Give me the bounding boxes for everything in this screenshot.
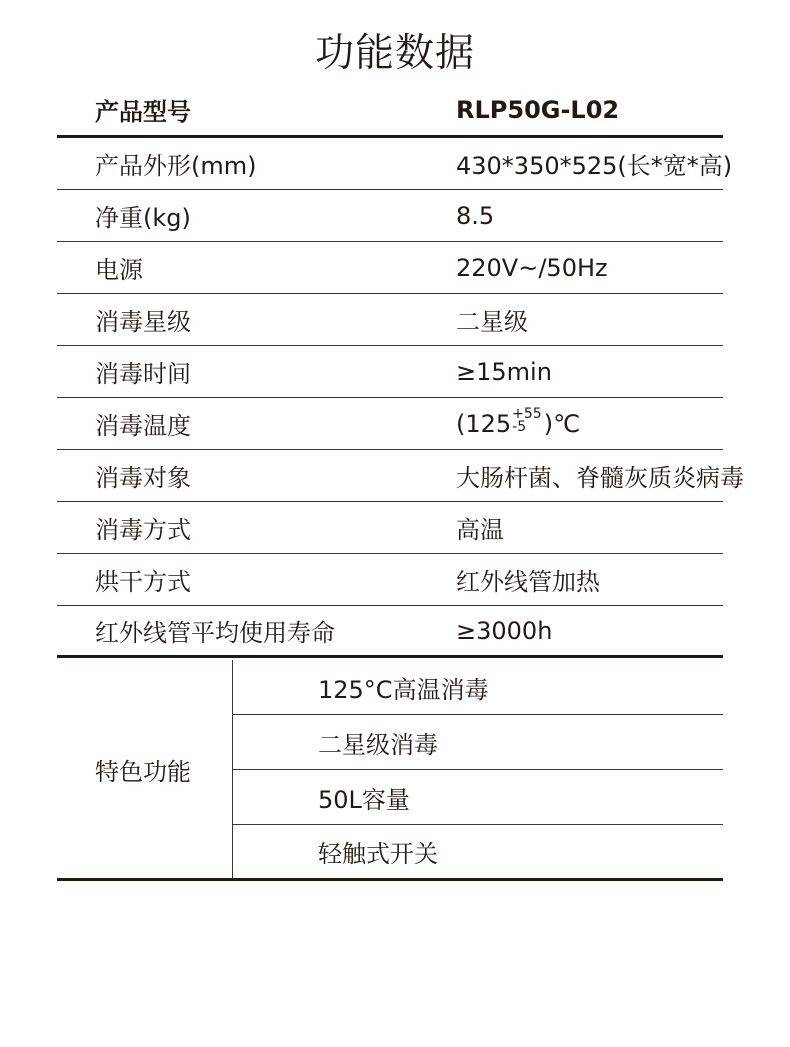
spec-table — [57, 84, 744, 658]
spec-label: 烘干方式 — [95, 568, 191, 596]
spec-row-lifespan — [57, 606, 723, 658]
model-row — [57, 84, 723, 138]
features-block — [57, 660, 723, 881]
spec-value: 430*350*525(长*宽*高) — [456, 152, 733, 180]
features-list — [233, 660, 723, 878]
spec-value: ≥15min — [456, 357, 552, 386]
spec-value: 二星级 — [456, 308, 528, 336]
model-label: 产品型号 — [95, 98, 191, 126]
feature-item: 50L容量 — [233, 770, 723, 825]
spec-row-temperature — [57, 398, 723, 450]
spec-label: 产品外形(mm) — [95, 152, 257, 180]
temp-tolerance-lower: -5 — [512, 418, 527, 435]
spec-row-method — [57, 502, 723, 554]
model-value: RLP50G-L02 — [456, 95, 620, 124]
spec-value — [456, 398, 580, 449]
spec-label: 消毒方式 — [95, 516, 191, 544]
spec-value: 高温 — [456, 516, 504, 544]
spec-label: 净重(kg) — [95, 204, 191, 232]
spec-row-time — [57, 346, 723, 398]
spec-label: 消毒温度 — [95, 412, 191, 440]
spec-value: 大肠杆菌、脊髓灰质炎病毒 — [456, 464, 744, 492]
page-title: 功能数据 — [314, 31, 475, 76]
features-label: 特色功能 — [95, 757, 191, 786]
spec-row-power — [57, 242, 723, 294]
spec-row-target — [57, 450, 744, 502]
spec-label: 消毒时间 — [95, 360, 191, 388]
spec-label: 电源 — [95, 256, 143, 284]
spec-value: 8.5 — [456, 201, 495, 230]
temp-tolerance — [512, 405, 542, 435]
spec-row-dimensions — [57, 138, 733, 190]
spec-value: ≥3000h — [456, 616, 553, 645]
temp-value-suffix: )℃ — [543, 409, 581, 438]
spec-value: 220V~/50Hz — [456, 253, 608, 282]
spec-value: 红外线管加热 — [456, 568, 600, 596]
spec-row-weight — [57, 190, 723, 242]
temp-value-prefix: (125 — [456, 409, 512, 438]
feature-item: 125°C高温消毒 — [233, 660, 723, 715]
spec-row-drying — [57, 554, 723, 606]
temp-tolerance-upper: +55 — [512, 405, 542, 422]
spec-label: 红外线管平均使用寿命 — [95, 619, 335, 647]
feature-item: 二星级消毒 — [233, 715, 723, 770]
spec-label: 消毒星级 — [95, 308, 191, 336]
spec-row-star-level — [57, 294, 723, 346]
spec-label: 消毒对象 — [95, 464, 191, 492]
feature-item: 轻触式开关 — [318, 840, 438, 868]
